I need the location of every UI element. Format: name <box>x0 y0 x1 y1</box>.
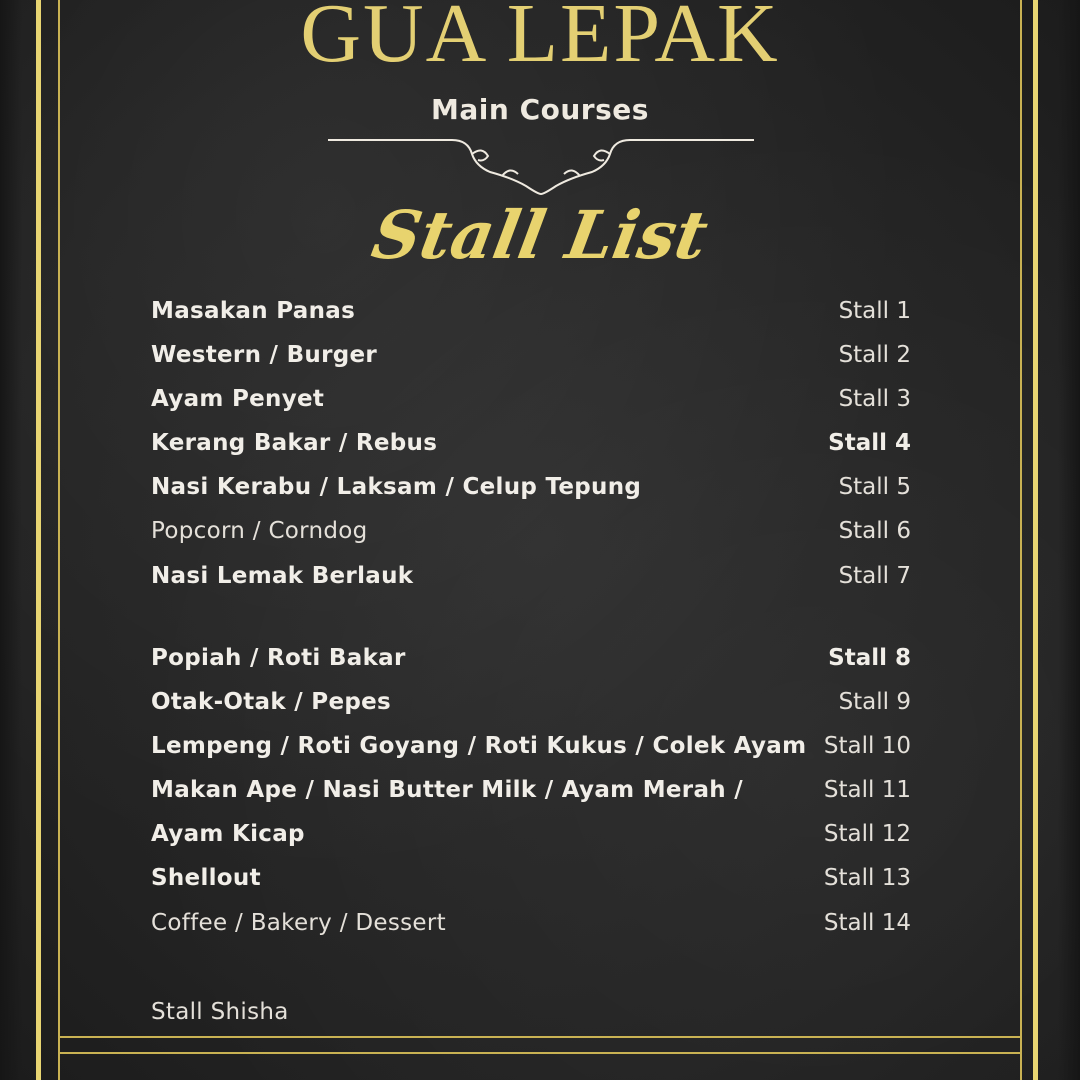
stall-list-heading: Stall List <box>366 196 714 274</box>
stall-name: Ayam Kicap <box>151 821 305 847</box>
list-item <box>151 518 911 554</box>
stall-name: Western / Burger <box>151 342 378 368</box>
stall-name: Lempeng / Roti Goyang / Roti Kukus / Colek Ayam <box>151 733 807 759</box>
list-item <box>151 298 911 334</box>
stall-number: Stall 3 <box>838 386 911 412</box>
list-item <box>151 474 911 510</box>
stall-name: Popiah / Roti Bakar <box>151 645 406 671</box>
stall-name: Makan Ape / Nasi Butter Milk / Ayam Merah / <box>151 777 743 803</box>
stall-number: Stall 1 <box>838 298 911 324</box>
stall-number: Stall 8 <box>828 645 911 671</box>
stall-number: Stall 4 <box>828 430 911 456</box>
list-item <box>151 910 911 946</box>
stall-number: Stall 14 <box>823 910 911 936</box>
stall-name: Nasi Lemak Berlauk <box>151 563 414 589</box>
stall-name: Coffee / Bakery / Dessert <box>151 910 446 936</box>
stall-name: Shellout <box>151 865 261 891</box>
stall-name: Masakan Panas <box>151 298 356 324</box>
stall-name: Ayam Penyet <box>151 386 325 412</box>
list-item <box>151 821 911 857</box>
list-item <box>151 777 911 813</box>
list-item <box>151 430 911 466</box>
stall-name: Nasi Kerabu / Laksam / Celup Tepung <box>151 474 642 500</box>
stall-name: Kerang Bakar / Rebus <box>151 430 438 456</box>
stall-name: Popcorn / Corndog <box>151 518 368 544</box>
stall-number: Stall 9 <box>838 689 911 715</box>
list-item <box>151 733 911 769</box>
stall-number: Stall 2 <box>838 342 911 368</box>
stall-number: Stall 5 <box>838 474 911 500</box>
stall-number: Stall 11 <box>823 777 911 803</box>
list-item <box>151 342 911 378</box>
stall-number: Stall 13 <box>823 865 911 891</box>
stall-number: Stall 12 <box>823 821 911 847</box>
stall-number: Stall 7 <box>838 563 911 589</box>
list-item <box>151 563 911 599</box>
list-item <box>151 645 911 681</box>
stall-number: Stall 6 <box>838 518 911 544</box>
section-subtitle: Main Courses <box>431 93 649 126</box>
footer-note: Stall Shisha <box>151 999 289 1025</box>
list-item <box>151 999 911 1035</box>
stall-number: Stall 10 <box>823 733 911 759</box>
list-item <box>151 689 911 725</box>
stall-name: Otak-Otak / Pepes <box>151 689 391 715</box>
list-item <box>151 865 911 901</box>
list-item <box>151 386 911 422</box>
restaurant-title: GUA LEPAK <box>300 0 780 80</box>
